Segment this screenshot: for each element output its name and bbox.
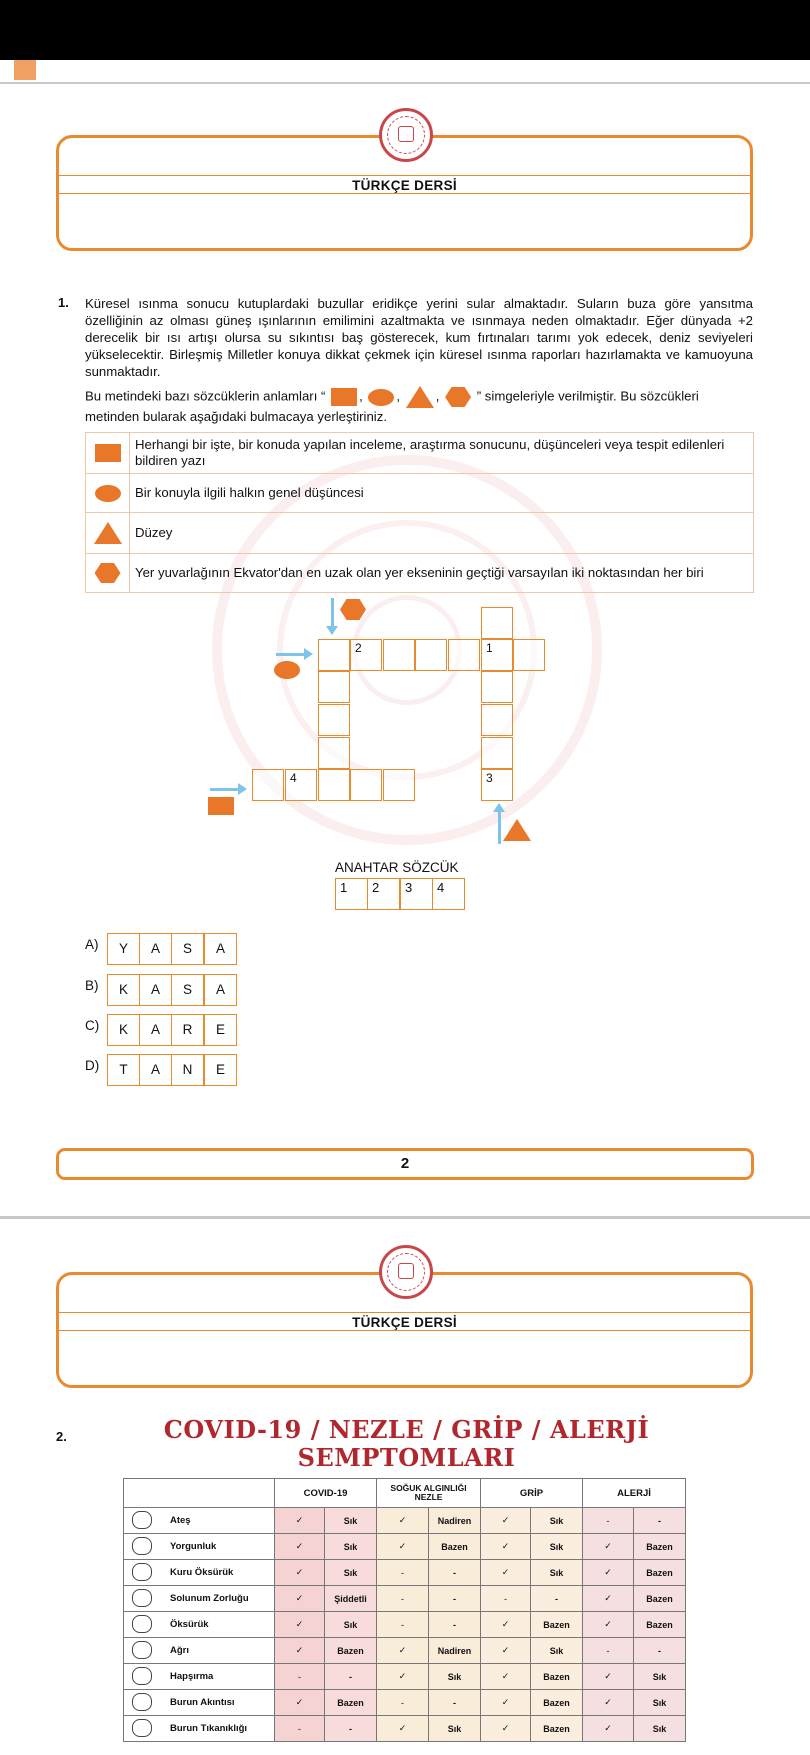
crossword-cell[interactable] (481, 639, 513, 671)
column-header: COVID-19 (275, 1479, 377, 1508)
crossword-cell[interactable] (318, 639, 350, 671)
arrow-right-icon (210, 788, 238, 791)
crossword-cell[interactable] (318, 671, 350, 703)
crossword-cell[interactable] (318, 704, 350, 736)
tab-marker (14, 60, 36, 80)
table-cell: - (634, 1638, 686, 1664)
definition-row (86, 554, 754, 593)
question-number: 1. (58, 295, 69, 310)
key-cell: 1 (335, 878, 368, 910)
option-letter: C) (85, 1018, 100, 1033)
runny-nose-icon (132, 1693, 152, 1711)
symptoms-table (123, 1478, 686, 1742)
oval-icon (274, 661, 300, 679)
table-cell: ✓ (481, 1534, 531, 1560)
symptom-name: Ateş (170, 1515, 191, 1526)
table-cell: - (429, 1560, 481, 1586)
option-cell: S (171, 933, 204, 965)
table-cell: Sık (325, 1534, 377, 1560)
table-cell: Sık (325, 1560, 377, 1586)
table-cell: ✓ (481, 1508, 531, 1534)
table-cell: Bazen (531, 1716, 583, 1742)
crossword-cell[interactable] (448, 639, 480, 671)
table-row (124, 1638, 686, 1664)
table-cell: Sık (531, 1638, 583, 1664)
symptom-name: Öksürük (170, 1619, 209, 1630)
table-cell: Bazen (531, 1690, 583, 1716)
table-cell: - (325, 1716, 377, 1742)
top-bar (0, 0, 810, 60)
table-cell: - (275, 1716, 325, 1742)
oval-icon (368, 389, 394, 406)
table-cell: Sık (429, 1716, 481, 1742)
table-cell: ✓ (377, 1638, 429, 1664)
header-line (59, 1330, 750, 1331)
key-cell: 4 (432, 878, 465, 910)
definition-row (86, 433, 754, 474)
column-header: ALERJİ (583, 1479, 686, 1508)
sneeze-icon (132, 1667, 152, 1685)
table-cell: ✓ (583, 1690, 634, 1716)
table-row (124, 1534, 686, 1560)
option-cell: Y (107, 933, 140, 965)
symptom-name: Ağrı (170, 1645, 189, 1656)
body-pain-icon (132, 1641, 152, 1659)
page-number: 2 (56, 1148, 754, 1180)
table-cell: Sık (634, 1690, 686, 1716)
table-cell: Sık (531, 1508, 583, 1534)
table-cell: Sık (429, 1664, 481, 1690)
option-letter: D) (85, 1058, 100, 1073)
crossword-cell[interactable] (252, 769, 284, 801)
arrow-head-icon (493, 803, 505, 812)
table-row (124, 1664, 686, 1690)
table-cell: Nadiren (429, 1638, 481, 1664)
column-header: GRİP (481, 1479, 583, 1508)
table-header-row (124, 1479, 686, 1508)
table-cell: Bazen (634, 1586, 686, 1612)
table-row (124, 1690, 686, 1716)
table-cell: ✓ (275, 1612, 325, 1638)
table-cell: ✓ (275, 1586, 325, 1612)
table-cell: Bazen (531, 1664, 583, 1690)
option-cell: S (171, 974, 204, 1006)
crossword-cell[interactable] (318, 737, 350, 769)
table-cell: - (377, 1612, 429, 1638)
arrow-down-icon (331, 598, 334, 626)
table-cell: Bazen (634, 1534, 686, 1560)
stuffy-nose-icon (132, 1719, 152, 1737)
sleep-icon (132, 1537, 152, 1555)
table-cell: - (429, 1690, 481, 1716)
cough-icon (132, 1615, 152, 1633)
table-cell: Sık (531, 1560, 583, 1586)
table-cell: - (429, 1612, 481, 1638)
table-cell: ✓ (377, 1534, 429, 1560)
definitions-table (85, 432, 754, 593)
table-cell: ✓ (481, 1560, 531, 1586)
table-cell: - (377, 1690, 429, 1716)
ministry-seal-icon (379, 108, 433, 162)
hexagon-icon (445, 387, 471, 407)
thermometer-icon (132, 1511, 152, 1529)
table-row (124, 1612, 686, 1638)
crossword-cell[interactable] (481, 769, 513, 801)
table-cell: ✓ (583, 1534, 634, 1560)
header-title: TÜRKÇE DERSİ (352, 178, 457, 193)
arrow-head-icon (326, 626, 338, 635)
option-letter: B) (85, 978, 99, 993)
symptom-name: Burun Tıkanıklığı (170, 1723, 248, 1734)
table-cell: - (481, 1586, 531, 1612)
table-cell: ✓ (583, 1560, 634, 1586)
table-cell: Bazen (634, 1560, 686, 1586)
crossword-cell[interactable] (513, 639, 545, 671)
table-row (124, 1560, 686, 1586)
table-cell: Nadiren (429, 1508, 481, 1534)
symptom-name: Burun Akıntısı (170, 1697, 235, 1708)
symptoms-title-line2: SEMPTOMLARI (297, 1443, 516, 1472)
definition-text: Herhangi bir işte, bir konuda yapılan inceleme, araştırma sonucunu, düşünceleri veya tespit edilenleri bildiren yazı (130, 433, 754, 474)
table-cell: Bazen (325, 1638, 377, 1664)
question-paragraph: Küresel ısınma sonucu kutuplardaki buzullar eridikçe yerini sular almaktadır. Suların buza göre yansıtma özelliğinin az olması güneş ışınlarının emilimini azaltmakta ve ısınmaya neden olmaktadır. Eğer dünyada +2 derecelik bir ısı artışı olursa su sıkıntısı baş gösterecek, kum fırtınaları tarımı yok edecek, deniz seviyeleri yükselecektir. Birleşmiş Milletler konuya dikkat çekmek için küresel ısınma raporları hazırlamakta ve kamuoyuna sunmaktadır. (85, 296, 753, 379)
option-cell: R (171, 1014, 204, 1046)
crossword-cell[interactable] (318, 769, 350, 801)
option-cell: E (204, 1014, 237, 1046)
table-cell: ✓ (481, 1612, 531, 1638)
crossword-cell[interactable] (481, 737, 513, 769)
crossword-cell[interactable] (481, 704, 513, 736)
sub-bar (0, 60, 810, 84)
table-cell: ✓ (275, 1638, 325, 1664)
table-cell: Sık (325, 1508, 377, 1534)
table-cell: Bazen (634, 1612, 686, 1638)
symptom-name: Hapşırma (170, 1671, 214, 1682)
question-number: 2. (56, 1429, 67, 1444)
table-cell: - (634, 1508, 686, 1534)
table-cell: ✓ (275, 1508, 325, 1534)
crossword-cell[interactable] (481, 607, 513, 639)
symptom-name: Kuru Öksürük (170, 1567, 234, 1578)
triangle-icon (94, 522, 122, 544)
table-cell: - (429, 1586, 481, 1612)
table-cell: - (377, 1586, 429, 1612)
table-cell: Sık (325, 1612, 377, 1638)
crossword-cell[interactable] (415, 639, 447, 671)
option-cell: A (139, 1014, 172, 1046)
arrow-head-icon (304, 648, 313, 660)
table-cell: - (531, 1586, 583, 1612)
table-cell: ✓ (583, 1664, 634, 1690)
header-line (59, 175, 750, 176)
crossword-cell[interactable] (383, 769, 415, 801)
rectangle-icon (208, 797, 234, 815)
table-row (124, 1716, 686, 1742)
table-row (124, 1508, 686, 1534)
lungs-icon (132, 1589, 152, 1607)
table-cell: Bazen (429, 1534, 481, 1560)
crossword-cell[interactable] (481, 671, 513, 703)
cell-number: 3 (486, 771, 493, 785)
instruction-part1: Bu metindeki bazı sözcüklerin anlamları “ (85, 388, 326, 404)
definition-row (86, 474, 754, 513)
table-cell: ✓ (377, 1664, 429, 1690)
triangle-icon (503, 819, 531, 841)
crossword-cell[interactable] (350, 639, 382, 671)
cough-icon (132, 1563, 152, 1581)
table-cell: - (275, 1664, 325, 1690)
table-cell: Sık (634, 1664, 686, 1690)
table-cell: ✓ (377, 1716, 429, 1742)
key-cell: 2 (367, 878, 400, 910)
option-cell: A (139, 1054, 172, 1086)
table-cell: ✓ (377, 1508, 429, 1534)
table-cell: Bazen (325, 1690, 377, 1716)
cell-number: 4 (290, 771, 297, 785)
column-header: SOĞUK ALGINLIĞI NEZLE (377, 1479, 481, 1508)
table-cell: ✓ (481, 1664, 531, 1690)
option-cell: K (107, 1014, 140, 1046)
hexagon-icon (95, 563, 121, 583)
symptom-name: Yorgunluk (170, 1541, 217, 1552)
table-cell: ✓ (583, 1612, 634, 1638)
table-cell: ✓ (481, 1690, 531, 1716)
option-cell: A (139, 933, 172, 965)
arrow-right-icon (276, 653, 304, 656)
crossword-cell[interactable] (285, 769, 317, 801)
cell-number: 1 (486, 641, 493, 655)
option-cell: K (107, 974, 140, 1006)
ministry-seal-icon (379, 1245, 433, 1299)
option-cell: N (171, 1054, 204, 1086)
cell-number: 2 (355, 641, 362, 655)
header-line (59, 193, 750, 194)
symptom-name: Solunum Zorluğu (170, 1593, 249, 1604)
table-cell: Bazen (531, 1612, 583, 1638)
oval-icon (95, 485, 121, 502)
symptoms-title-line1: COVID-19 / NEZLE / GRİP / ALERJİ (163, 1415, 650, 1444)
key-cell: 3 (400, 878, 433, 910)
table-cell: - (583, 1638, 634, 1664)
option-letter: A) (85, 937, 99, 952)
definition-text: Düzey (130, 513, 754, 554)
rectangle-icon (331, 388, 357, 406)
definition-text: Yer yuvarlağının Ekvator'dan en uzak olan yer ekseninin geçtiği varsayılan iki noktasından her biri (130, 554, 754, 593)
table-cell: ✓ (275, 1560, 325, 1586)
rectangle-icon (95, 444, 121, 462)
key-word-label: ANAHTAR SÖZCÜK (335, 860, 459, 875)
table-cell: ✓ (481, 1638, 531, 1664)
definition-row (86, 513, 754, 554)
table-cell: ✓ (275, 1534, 325, 1560)
table-cell: ✓ (481, 1716, 531, 1742)
table-cell: - (325, 1664, 377, 1690)
table-cell: - (583, 1508, 634, 1534)
arrow-head-icon (238, 783, 247, 795)
table-row (124, 1586, 686, 1612)
table-cell: ✓ (583, 1716, 634, 1742)
arrow-up-icon (498, 812, 501, 844)
table-cell: Sık (531, 1534, 583, 1560)
header-title: TÜRKÇE DERSİ (352, 1315, 457, 1330)
crossword-cell[interactable] (383, 639, 415, 671)
page-separator (0, 1216, 810, 1219)
definition-text: Bir konuyla ilgili halkın genel düşüncesi (130, 474, 754, 513)
header-line (59, 1312, 750, 1313)
table-cell: Şiddetli (325, 1586, 377, 1612)
table-cell: Sık (634, 1716, 686, 1742)
instruction-part2: ” simgeleriyle verilmiştir. Bu sözcükleri metinden bularak aşağıdaki bulmacaya yerleştiriniz. (85, 388, 699, 424)
triangle-icon (406, 386, 434, 408)
table-cell: - (377, 1560, 429, 1586)
option-cell: T (107, 1054, 140, 1086)
question-instruction: Bu metindeki bazı sözcüklerin anlamları “ , , , ” simgeleriyle verilmiştir. Bu sözcükleri metinden bularak aşağıdaki bulmacaya yerleştiriniz. (85, 386, 753, 425)
crossword-cell[interactable] (350, 769, 382, 801)
option-cell: A (204, 933, 237, 965)
table-cell: ✓ (583, 1586, 634, 1612)
table-cell: ✓ (275, 1690, 325, 1716)
option-cell: A (139, 974, 172, 1006)
option-cell: A (204, 974, 237, 1006)
option-cell: E (204, 1054, 237, 1086)
